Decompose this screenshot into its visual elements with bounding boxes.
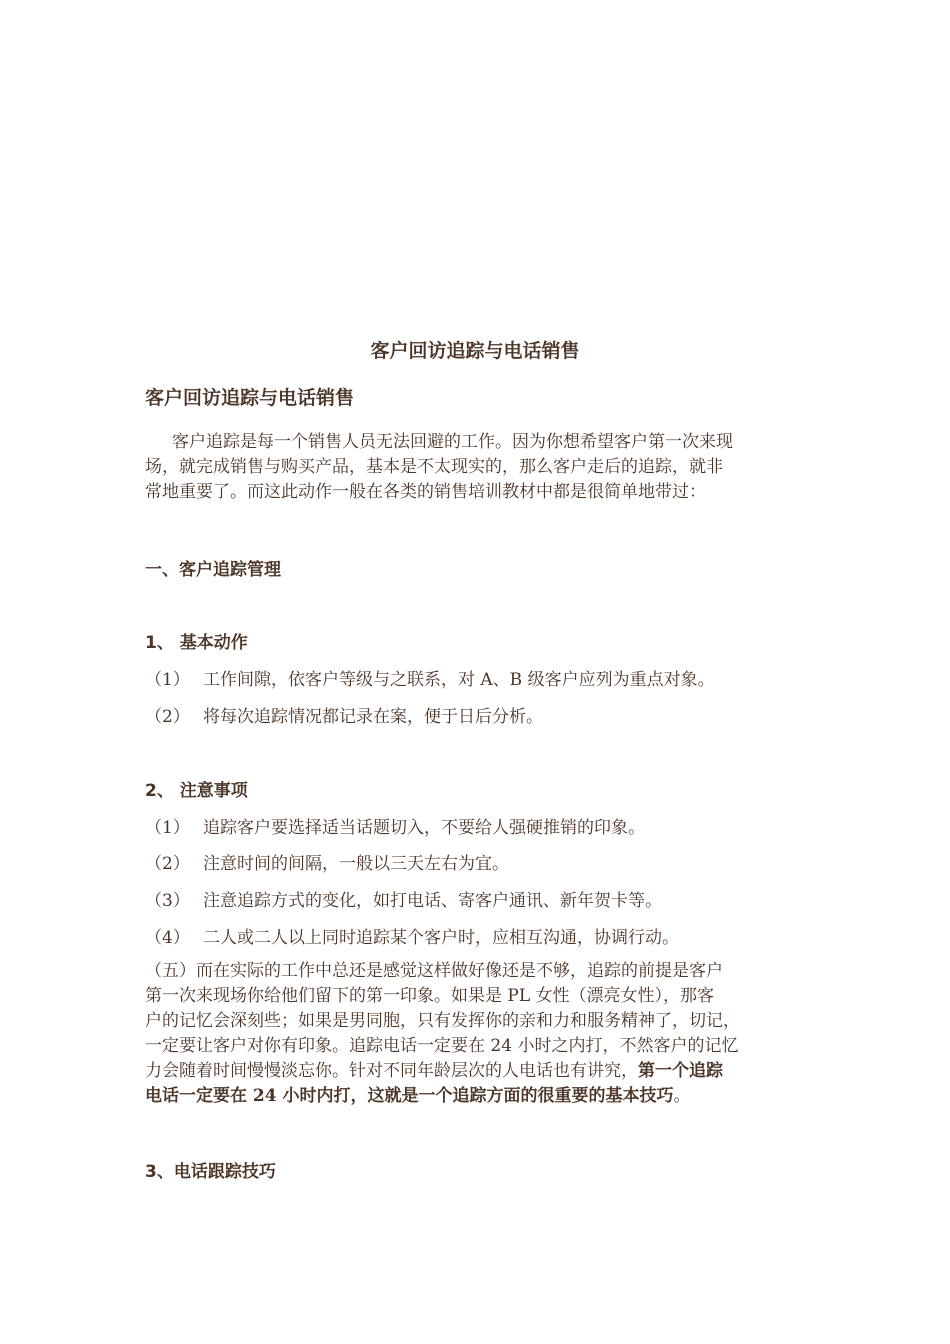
intro-line: 客户追踪是每一个销售人员无法回避的工作。因为你想希望客户第一次来现 bbox=[172, 432, 733, 452]
subsection-heading: 1、 基本动作 bbox=[145, 633, 248, 653]
list-item-text: 追踪客户要选择适当话题切入，不要给人强硬推销的印象。 bbox=[203, 818, 645, 838]
list-item-text: 注意时间的间隔，一般以三天左右为宜。 bbox=[203, 854, 509, 874]
list-item bbox=[145, 886, 662, 911]
paragraph-line: 户的记忆会深刻些；如果是男同胞，只有发挥你的亲和力和服务精神了，切记， bbox=[145, 1011, 740, 1031]
paragraph-line bbox=[145, 1059, 817, 1084]
list-item-text: 二人或二人以上同时追踪某个客户时，应相互沟通，协调行动。 bbox=[203, 928, 679, 948]
intro-line: 场，就完成销售与购买产品，基本是不太现实的，那么客户走后的追踪，就非 bbox=[145, 457, 723, 477]
list-item-number: （2） bbox=[145, 707, 190, 727]
section-heading: 一、客户追踪管理 bbox=[145, 560, 281, 580]
emphasis-text: 电话一定要在 24 小时内打，这就是一个追踪方面的很重要的基本技巧 bbox=[145, 1086, 674, 1106]
emphasis-text: 第一个追踪 bbox=[638, 1061, 723, 1081]
list-item-text: 注意追踪方式的变化，如打电话、寄客户通讯、新年贺卡等。 bbox=[203, 891, 662, 911]
list-item-number: （2） bbox=[145, 854, 190, 874]
paragraph-text: 。 bbox=[673, 1086, 691, 1106]
paragraph-line: （五）而在实际的工作中总还是感觉这样做好像还是不够，追踪的前提是客户 bbox=[145, 961, 723, 981]
list-item bbox=[145, 702, 543, 727]
paragraph-text: 力会随着时间慢慢淡忘你。针对不同年龄层次的人电话也有讲究， bbox=[145, 1061, 638, 1081]
list-item bbox=[145, 813, 645, 838]
paragraph-line: 第一次来现场你给他们留下的第一印象。如果是 PL 女性（漂亮女性），那客 bbox=[145, 986, 715, 1006]
list-item-text: 将每次追踪情况都记录在案，便于日后分析。 bbox=[203, 707, 543, 727]
list-item-number: （1） bbox=[145, 818, 190, 838]
list-item-text: 工作间隙，依客户等级与之联系，对 A、B 级客户应列为重点对象。 bbox=[203, 670, 715, 690]
list-item bbox=[145, 665, 715, 690]
list-item-number: （4） bbox=[145, 928, 190, 948]
document-subtitle: 客户回访追踪与电话销售 bbox=[145, 387, 355, 409]
list-item-number: （3） bbox=[145, 891, 190, 911]
intro-paragraph bbox=[145, 430, 817, 505]
list-item bbox=[145, 849, 509, 874]
section-heading: 3、电话跟踪技巧 bbox=[145, 1162, 276, 1182]
list-item-number: （1） bbox=[145, 670, 190, 690]
document-title: 客户回访追踪与电话销售 bbox=[370, 340, 580, 362]
list-item bbox=[145, 923, 679, 948]
paragraph-line bbox=[145, 1084, 817, 1109]
intro-line: 常地重要了。而这此动作一般在各类的销售培训教材中都是很简单地带过： bbox=[145, 482, 706, 502]
tracking-paragraph bbox=[145, 959, 817, 1109]
paragraph-line: 一定要让客户对你有印象。追踪电话一定要在 24 小时之内打，不然客户的记忆 bbox=[145, 1036, 739, 1056]
subsection-heading: 2、 注意事项 bbox=[145, 781, 248, 801]
